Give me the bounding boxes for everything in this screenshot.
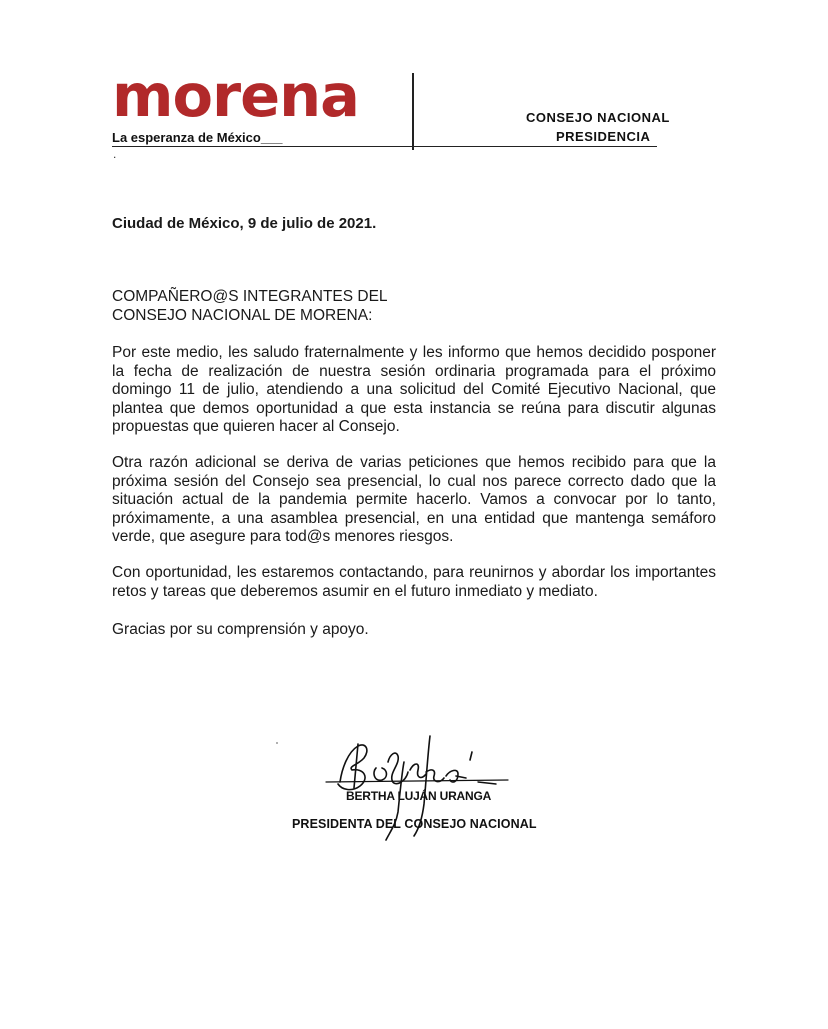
paragraph-3: Con oportunidad, les estaremos contactando, para reunirnos y abordar los importantes retos y tareas que deberemos asumir en el futuro inmediato y mediato. — [112, 564, 716, 600]
tagline: La esperanza de México___ — [112, 130, 283, 145]
signer-name: BERTHA LUJÁN URANGA — [346, 789, 492, 803]
morena-logo: morena — [112, 61, 359, 130]
paragraph-2: Otra razón adicional se deriva de varias peticiones que hemos recibido para que la próxima sesión del Consejo sea presencial, lo cual nos parece correcto dado que la situación actual de la pandemia permite hacerlo. Vamos a convocar por lo tanto, próximamente, a una asamblea presencial, en una entidad que mantenga semáforo verde, que asegure para tod@s menores riesgos. — [112, 454, 716, 545]
presidency-heading: PRESIDENCIA — [556, 129, 651, 144]
header-dot: . — [113, 147, 117, 161]
header-rule — [112, 146, 657, 147]
salutation-line-1: COMPAÑERO@S INTEGRANTES DEL — [112, 288, 388, 305]
signer-title: PRESIDENTA DEL CONSEJO NACIONAL — [292, 817, 537, 831]
council-heading: CONSEJO NACIONAL — [526, 110, 670, 125]
header-vertical-divider — [412, 73, 414, 150]
letter-date: Ciudad de México, 9 de julio de 2021. — [112, 215, 377, 232]
scan-speck — [276, 742, 278, 744]
salutation — [112, 287, 388, 325]
salutation-line-2: CONSEJO NACIONAL DE MORENA: — [112, 307, 373, 324]
paragraph-4: Gracias por su comprensión y apoyo. — [112, 621, 369, 638]
paragraph-1: Por este medio, les saludo fraternalmente y les informo que hemos decidido posponer la fecha de realización de nuestra sesión ordinaria programada para el próximo domingo 11 de julio, atendiendo a una solicitud del Comité Ejecutivo Nacional, que plantea que demos oportunidad a que esta instancia se reúna para discutir algunas propuestas que quieren hacer al Consejo. — [112, 344, 716, 435]
